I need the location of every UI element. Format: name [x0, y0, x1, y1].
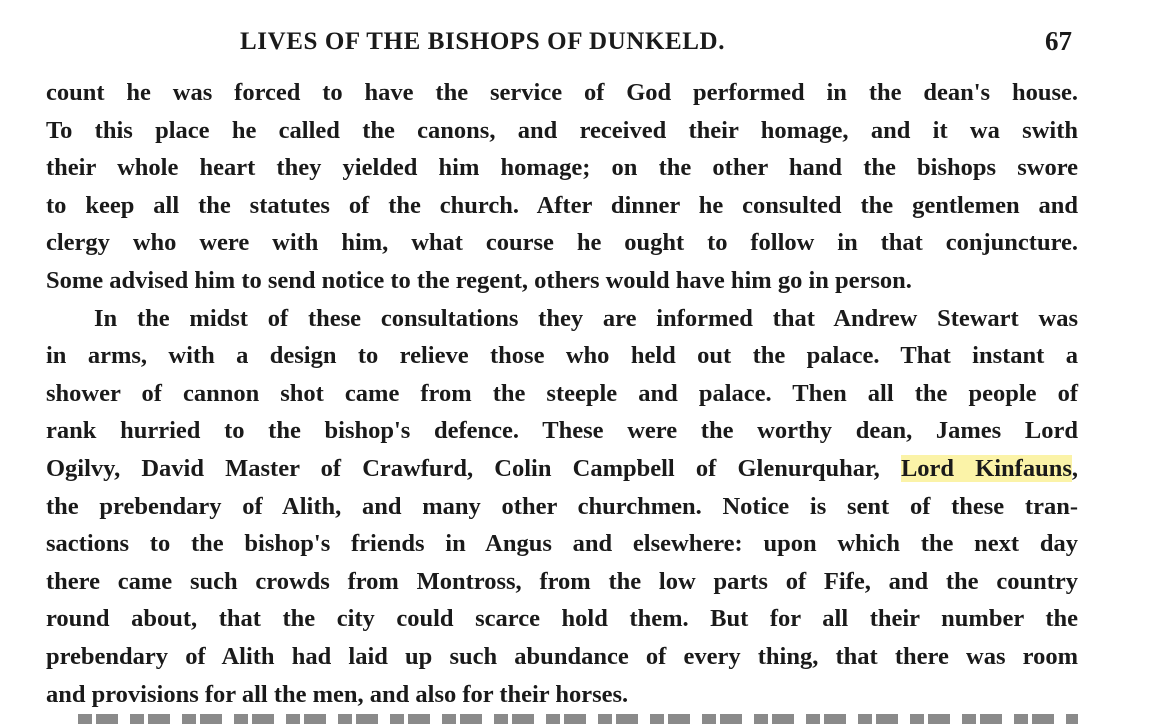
body-text: [46, 74, 1078, 713]
text-line: there came such crowds from Montross, from the low parts of Fife, and the country: [46, 567, 1078, 595]
text-line: clergy who were with him, what course he ought to follow in that conjuncture.: [46, 229, 1078, 257]
text-line: and provisions for all the men, and also for their horses.: [46, 680, 629, 708]
cut-off-text-line: [78, 712, 1078, 724]
page-number: 67: [1045, 26, 1072, 56]
text-line: To this place he called the canons, and received their homage, and it wa swith: [46, 116, 1078, 144]
text-segment: Ogilvy, David Master of Crawfurd, Colin Campbell of Glenurquhar,: [46, 454, 901, 482]
text-line: shower of cannon shot came from the steeple and palace. Then all the people of: [46, 379, 1078, 407]
text-line: count he was forced to have the service of God performed in the dean's house.: [46, 79, 1078, 106]
text-line: round about, that the city could scarce hold them. But for all their number the: [46, 605, 1078, 633]
text-line: rank hurried to the bishop's defence. These were the worthy dean, James Lord: [46, 417, 1078, 445]
text-line: the prebendary of Alith, and many other churchmen. Notice is sent of these tran-: [46, 492, 1078, 520]
text-line: prebendary of Alith had laid up such abundance of every thing, that there was room: [46, 642, 1078, 670]
text-line: sactions to the bishop's friends in Angus and elsewhere: upon which the next day: [46, 530, 1078, 558]
text-line: in arms, with a design to relieve those who held out the palace. That instant a: [46, 342, 1078, 370]
text-line: In the midst of these consultations they are informed that Andrew Stewart was: [94, 304, 1078, 332]
text-line: their whole heart they yielded him homage; on the other hand the bishops swore: [46, 154, 1078, 182]
running-head: [0, 24, 1173, 64]
highlighted-text: Lord Kinfauns: [900, 454, 1072, 482]
running-title: LIVES OF THE BISHOPS OF DUNKELD.: [240, 28, 726, 55]
text-line-with-highlight: [46, 450, 1078, 488]
text-line: Some advised him to send notice to the regent, others would have him go in person.: [46, 266, 912, 294]
text-line: to keep all the statutes of the church. After dinner he consulted the gentlemen and: [46, 191, 1078, 219]
text-segment: ,: [1071, 454, 1078, 482]
